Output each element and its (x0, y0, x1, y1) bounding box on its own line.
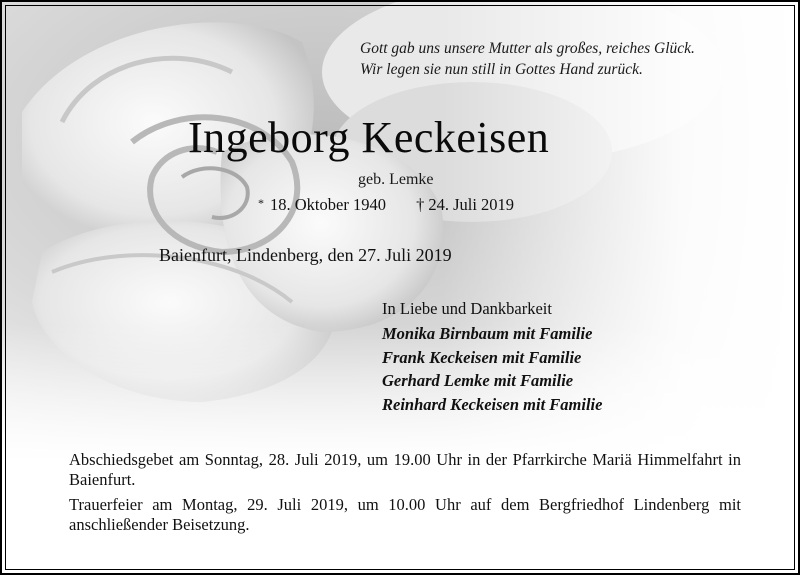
verse-line: Gott gab uns unsere Mutter als großes, reiches Glück. (360, 40, 695, 57)
mourner-family: Reinhard Keckeisen mit Familie (382, 394, 603, 414)
deceased-name: Ingeborg Keckeisen (188, 113, 550, 162)
farewell-prayer-text: Abschiedsgebet am Sonntag, 28. Juli 2019, um 19.00 Uhr in der Pfarrkirche Mariä Himmelfahrt in Baienfurt. (69, 450, 741, 489)
mourner-family: Frank Keckeisen mit Familie (382, 347, 582, 367)
service-info (69, 450, 741, 540)
mourners-block (382, 298, 602, 416)
funeral-service-text: Trauerfeier am Montag, 29. Juli 2019, um 10.00 Uhr auf dem Bergfriedhof Lindenberg mit anschließender Beisetzung. (69, 495, 741, 534)
birth-star-icon: * (258, 196, 264, 210)
verse-line: Wir legen sie nun still in Gottes Hand zurück. (360, 61, 643, 78)
verse (360, 38, 780, 80)
maiden-name: geb. Lemke (358, 171, 434, 188)
mourner-family: Monika Birnbaum mit Familie (382, 324, 593, 343)
death-date: 24. Juli 2019 (428, 195, 515, 214)
mourner-family: Gerhard Lemke mit Familie (382, 371, 574, 390)
mourners-intro: In Liebe und Dankbarkeit (382, 299, 552, 318)
death-cross-icon: † (416, 195, 425, 214)
birth-date: 18. Oktober 1940 (270, 195, 386, 214)
life-dates (258, 195, 514, 215)
place-and-date: Baienfurt, Lindenberg, den 27. Juli 2019 (159, 245, 452, 265)
